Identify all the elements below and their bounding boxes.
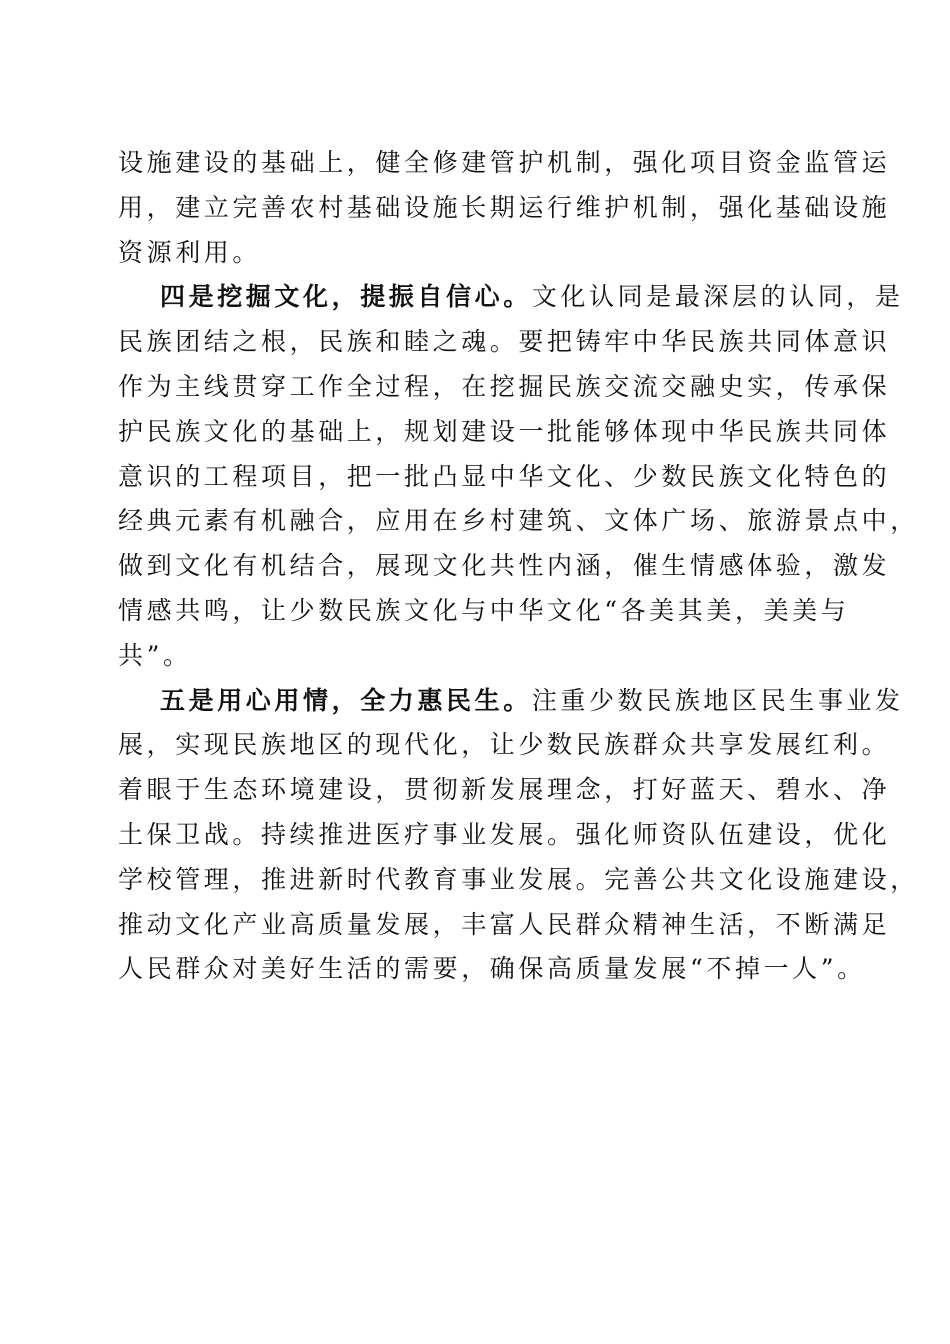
paragraph-culture [118,275,919,678]
text-line: 做到文化有机结合，展现文化共性内涵，催生情感体验，激发 [118,551,891,581]
section-heading-livelihood: 五是用心用情，全力惠民生。 [160,685,532,715]
text-line: 土保卫战。持续推进医疗事业发展。强化师资队伍建设，优化 [118,819,891,849]
text-line: 人民群众对美好生活的需要，确保高质量发展“不掉一人”。 [118,954,866,984]
body-text [118,141,919,992]
text-line: 展，实现民族地区的现代化，让少数民族群众共享发展红利。 [118,730,891,760]
paragraph-infrastructure [118,141,891,275]
text-line: 情感共鸣，让少数民族文化与中华文化“各美其美，美美与 [118,595,850,625]
text-run: 文化认同是最深层的认同，是 [531,282,904,312]
text-line [118,679,904,724]
text-line [118,275,904,320]
text-line: 共”。 [118,640,192,670]
text-line: 着眼于生态环境建设，贯彻新发展理念，打好蓝天、碧水、净 [118,775,891,805]
section-heading-culture: 四是挖掘文化，提振自信心。 [160,282,532,312]
text-line: 资源利用。 [118,237,262,267]
paragraph-livelihood [118,679,919,993]
text-line: 民族团结之根，民族和睦之魂。要把铸牢中华民族共同体意识 [118,327,891,357]
text-line: 经典元素有机融合，应用在乡村建筑、文体广场、旅游景点中， [118,506,919,536]
text-line: 推动文化产业高质量发展，丰富人民群众精神生活，不断满足 [118,909,891,939]
text-line: 作为主线贯穿工作全过程，在挖掘民族交流交融史实，传承保 [118,371,891,401]
text-line: 护民族文化的基础上，规划建设一批能够体现中华民族共同体 [118,416,891,446]
text-line: 学校管理，推进新时代教育事业发展。完善公共文化设施建设， [118,864,919,894]
text-run: 注重少数民族地区民生事业发 [531,685,904,715]
text-line: 意识的工程项目，把一批凸显中华文化、少数民族文化特色的 [118,461,891,491]
text-line: 用，建立完善农村基础设施长期运行维护机制，强化基础设施 [118,192,891,222]
text-line: 设施建设的基础上，健全修建管护机制，强化项目资金监管运 [118,148,891,177]
